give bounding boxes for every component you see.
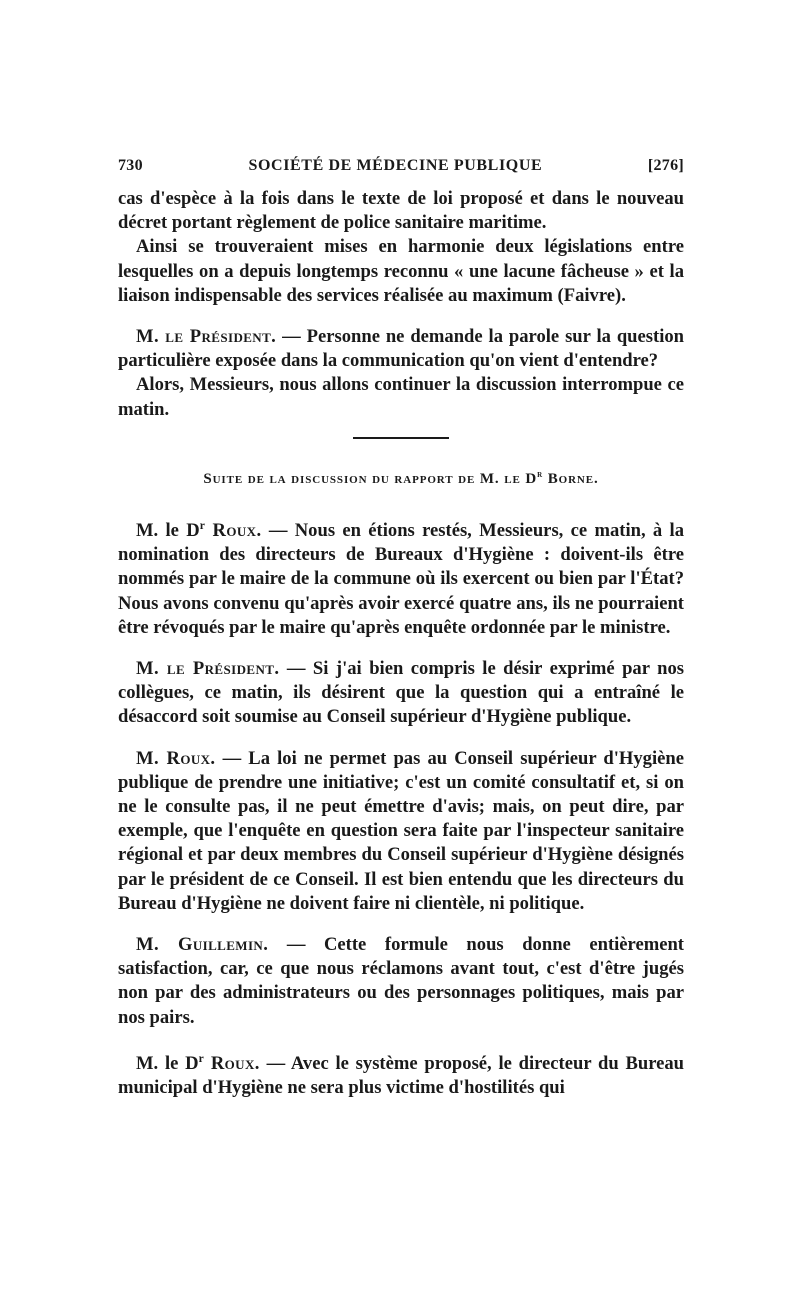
paragraph-text: — Cette formule nous donne entièrement satisfaction, car, ce que nous réclamons avant tout, c'est d'être jugés non par des administrateurs ou des personnages politiques, mais par nos pairs. xyxy=(118,934,684,1028)
bracket-page-number: [276] xyxy=(647,157,684,174)
paragraph-roux-nomination xyxy=(118,514,684,640)
page-number: 730 xyxy=(118,157,143,174)
paragraph-guillemin xyxy=(118,933,684,1030)
paragraph-text: — La loi ne permet pas au Conseil supérieur d'Hygiène publique de prendre une initiative; c'est un comité consultatif et, si on ne le consulte pas, il ne peut émettre d'avis; mais, on peut dire, par exemple, que l'enquête en question sera faite par l'inspecteur sanitaire régional et par deux membres du Conseil supérieur d'Hygiène désignés par le président de ce Conseil. Il est bien entendu que les directeurs du Bureau d'Hygiène ne doivent faire ni clientèle, ni politique. xyxy=(118,747,684,914)
section-divider xyxy=(353,437,449,439)
paragraph-text: — Si j'ai bien compris le désir exprimé par nos collègues, ce matin, ils désirent que la question qui a entraîné le désaccord soit soumise au Conseil supérieur d'Hygiène publique. xyxy=(118,658,684,728)
paragraph-continuer: Alors, Messieurs, nous allons continuer la discussion interrompue ce matin. xyxy=(118,374,684,420)
paragraph-roux-systeme xyxy=(118,1047,684,1101)
speaker-label: M. le $D^r$ Roux. xyxy=(136,1052,260,1075)
paragraph-roux-loi xyxy=(118,747,684,916)
speaker-label: M. Guillemin. xyxy=(136,934,269,956)
paragraph-text: — Nous en étions restés, Messieurs, ce matin, à la nomination des directeurs de Bureaux d'Hygiène : doivent-ils être nommés par le maire de la commune où ils exercent ou bien par l'État? Nous avons convenu qu'après avoir exercé quatre ans, ils ne pourraient être révoqués par le maire qu'après enquête ordonnée par le ministre. xyxy=(118,520,685,638)
speaker-label: M. Roux. xyxy=(136,747,216,769)
paragraph-president-desir xyxy=(118,657,684,730)
running-header xyxy=(118,157,684,175)
paragraph-text: — Avec le système proposé, le directeur du Bureau municipal d'Hygiène ne sera plus victime d'hostilités qui xyxy=(118,1053,685,1099)
paragraph-president-question xyxy=(118,325,684,373)
speaker-label: M. le Président. xyxy=(136,326,277,348)
book-page xyxy=(118,157,684,1100)
section-heading: Suite de la discussion du rapport de M. le $D^r$ Borne. xyxy=(203,469,599,487)
speaker-label: M. le Président. xyxy=(136,658,280,680)
running-title: SOCIÉTÉ DE MÉDECINE PUBLIQUE xyxy=(248,157,543,174)
paragraph-continuation: cas d'espèce à la fois dans le texte de loi proposé et dans le nouveau décret portant règlement de police sanitaire maritime. xyxy=(118,188,684,234)
paragraph-text: — Personne ne demande la parole sur la question particulière exposée dans la communication qu'on vient d'entendre? xyxy=(118,326,684,372)
speaker-label: M. le $D^r$ Roux. xyxy=(136,519,262,542)
paragraph-harmonie: Ainsi se trouveraient mises en harmonie deux législations entre lesquelles on a depuis longtemps reconnu « une lacune fâcheuse » et la liaison indispensable des services réalisée au maximum (Faivre). xyxy=(118,236,684,306)
